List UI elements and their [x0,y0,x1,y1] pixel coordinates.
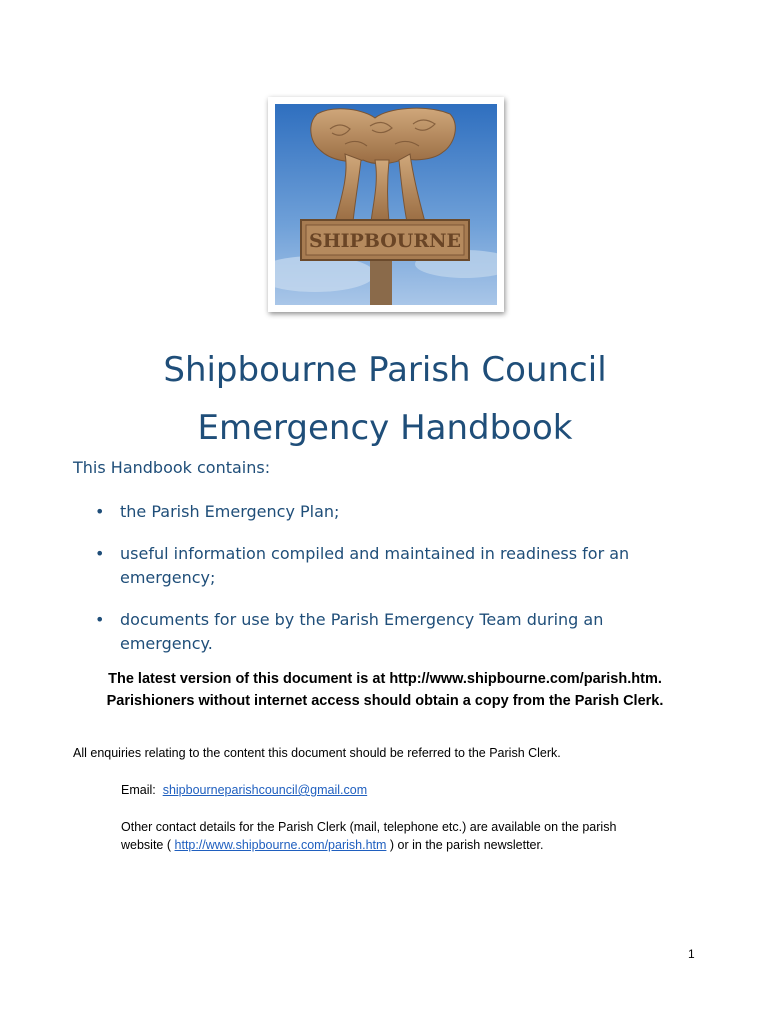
page-title-line2: Emergency Handbook [197,408,573,448]
contact-prefix: website ( [121,838,172,852]
contents-list [95,500,695,674]
no-internet-notice: Parishioners without internet access should obtain a copy from the Parish Clerk. [106,693,664,709]
sign-text: SHIPBOURNE [308,230,462,252]
list-item-text: the Parish Emergency Plan; [120,502,340,521]
bullet-icon: • [95,610,105,629]
list-item [95,500,695,524]
page-number: 1 [688,947,695,961]
enquiries-text: All enquiries relating to the content this document should be referred to the Parish Clerk. [73,746,561,760]
list-item [95,608,695,656]
contact-suffix: ) or in the parish newsletter. [389,838,544,852]
list-item-text: useful information compiled and maintained in readiness for an emergency; [120,544,630,587]
village-sign-image [275,104,497,305]
intro-text: This Handbook contains: [73,458,271,477]
contact-text-line1: Other contact details for the Parish Clerk (mail, telephone etc.) are available on the parish [121,820,617,834]
list-item [95,542,695,590]
village-sign-photo [268,97,504,312]
contact-text-line2 [121,836,721,855]
email-label: Email: [121,783,156,797]
bullet-icon: • [95,544,105,563]
parish-website-link[interactable]: http://www.shipbourne.com/parish.htm [174,838,387,852]
email-link[interactable]: shipbourneparishcouncil@gmail.com [162,783,368,797]
bullet-icon: • [95,502,105,521]
email-line [121,781,367,800]
latest-version-notice: The latest version of this document is at http://www.shipbourne.com/parish.htm. [108,671,662,687]
list-item-text: documents for use by the Parish Emergency Team during an emergency. [120,610,604,653]
page-title-line1: Shipbourne Parish Council [163,350,607,390]
